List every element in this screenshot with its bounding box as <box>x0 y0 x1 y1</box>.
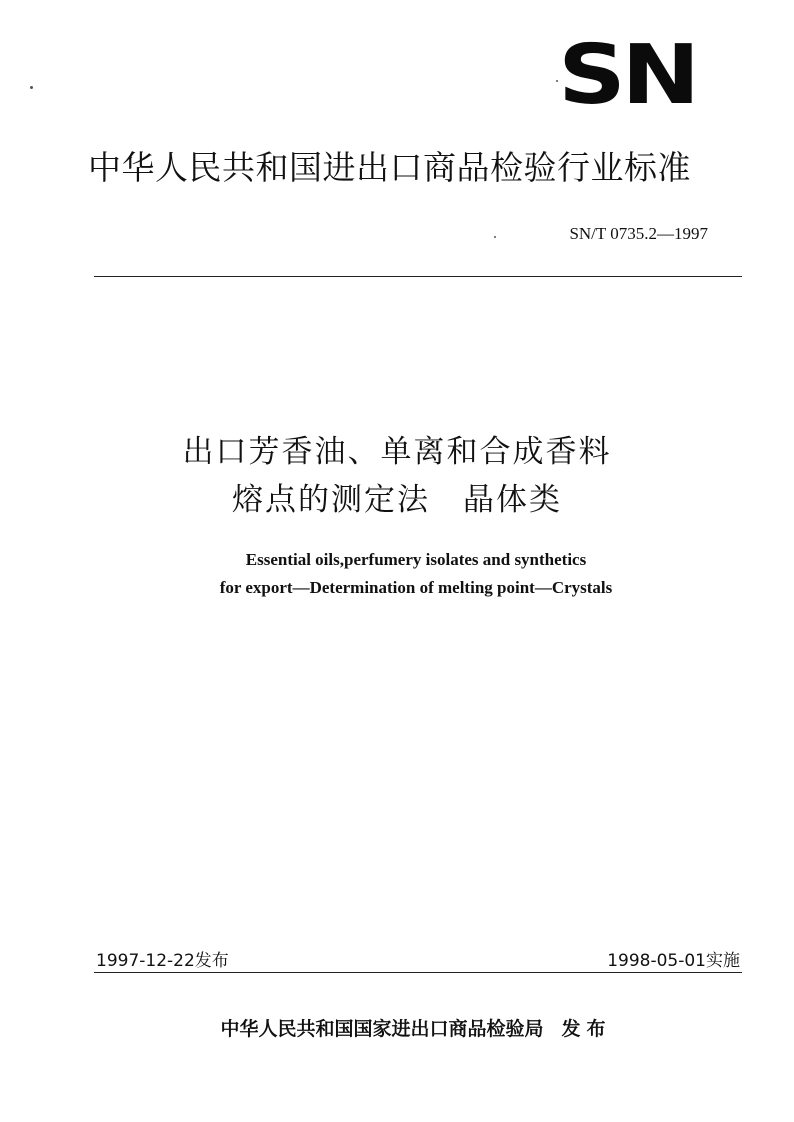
scan-speck <box>494 236 496 238</box>
top-divider <box>94 276 742 277</box>
chinese-title-line-1: 出口芳香油、单离和合成香料 <box>182 434 612 470</box>
english-title <box>0 546 794 602</box>
chinese-title-line-2: 熔点的测定法 晶体类 <box>232 482 562 518</box>
standard-code: SN/T 0735.2—1997 <box>569 224 708 243</box>
publisher-line <box>0 1014 794 1041</box>
publisher-name: 中华人民共和国国家进出口商品检验局 <box>220 1018 544 1040</box>
issue-date: 1997-12-22发布 <box>96 951 229 971</box>
sn-logo <box>558 28 696 123</box>
english-title-line-1: Essential oils,perfumery isolates and synthetics <box>245 550 587 569</box>
scan-speck <box>556 80 558 82</box>
scan-speck <box>30 86 33 89</box>
publisher-action: 发布 <box>561 1018 612 1040</box>
chinese-title <box>0 428 794 524</box>
english-title-line-2: for export—Determination of melting point—Crystals <box>219 578 613 597</box>
bottom-divider <box>94 972 742 973</box>
implementation-date: 1998-05-01实施 <box>607 951 740 971</box>
organization-title: 中华人民共和国进出口商品检验行业标准 <box>88 148 691 187</box>
sn-logo-text: SN <box>558 28 696 123</box>
